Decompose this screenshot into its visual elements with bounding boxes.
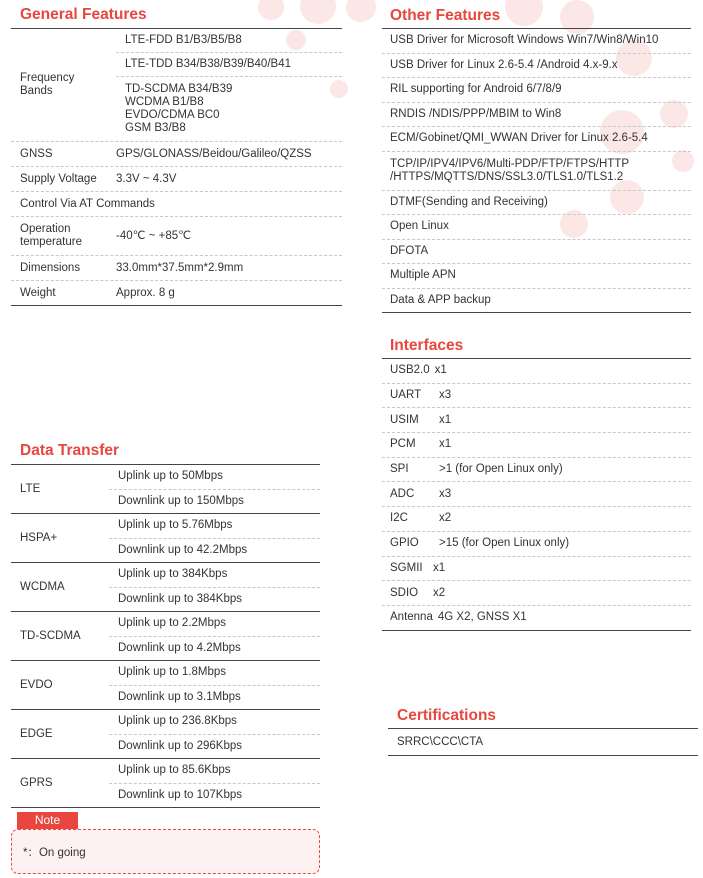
feature-item: Open Linux (382, 215, 691, 240)
feature-item: USB Driver for Linux 2.6-5.4 /Android 4.x-9.x (382, 54, 691, 79)
uplink-value: Uplink up to 236.8Kbps (109, 710, 320, 735)
spec-row (11, 167, 342, 192)
feature-item: USB Driver for Microsoft Windows Win7/Win8/Win10 (382, 29, 691, 54)
general-features-title: General Features (20, 6, 147, 23)
downlink-value: Downlink up to 42.2Mbps (118, 543, 248, 556)
interface-item (382, 482, 691, 507)
interface-name: SPI (390, 463, 409, 476)
spec-row (11, 217, 342, 256)
spec-row (11, 142, 342, 167)
feature-item: RIL supporting for Android 6/7/8/9 (382, 78, 691, 103)
interface-name: USIM (390, 413, 419, 426)
feature-item: Multiple APN (382, 264, 691, 289)
interface-item (382, 433, 691, 458)
network-label: GPRS (20, 776, 53, 789)
interface-value: 4G X2, GNSS X1 (437, 611, 527, 624)
downlink-value: Downlink up to 150Mbps (118, 494, 244, 507)
interface-item (382, 458, 691, 483)
feature-item: DFOTA (382, 240, 691, 265)
spec-label: Weight (20, 286, 56, 299)
band-value: LTE-TDD B34/B38/B39/B40/B41 (116, 53, 342, 77)
network-label: EDGE (20, 727, 53, 740)
spec-row (11, 192, 342, 217)
downlink-value: Downlink up to 4.2Mbps (118, 641, 241, 654)
feature-item: ECM/Gobinet/QMI_WWAN Driver for Linux 2.6-5.4 (382, 127, 691, 152)
spec-value: 3.3V ~ 4.3V (116, 172, 177, 185)
data-transfer-title: Data Transfer (20, 442, 120, 459)
interface-item (382, 384, 691, 409)
spec-label: GNSS (20, 147, 53, 160)
transfer-group (11, 465, 320, 514)
note-text: *：On going (23, 846, 86, 859)
interfaces-title: Interfaces (390, 337, 464, 354)
downlink-value: Downlink up to 3.1Mbps (118, 690, 241, 703)
transfer-group (11, 514, 320, 563)
note-box (11, 829, 320, 874)
frequency-bands-label: Frequency Bands (20, 72, 75, 97)
certifications-value: SRRC\CCC\CTA (388, 728, 698, 756)
transfer-group (11, 661, 320, 710)
note-tab: Note (17, 812, 78, 829)
interface-item (382, 557, 691, 582)
data-transfer-section (11, 440, 320, 808)
interface-value: x1 (433, 561, 446, 574)
data-transfer-table (11, 464, 320, 808)
interface-name: ADC (390, 487, 415, 500)
band-value: LTE-FDD B1/B3/B5/B8 (116, 29, 342, 53)
uplink-value: Uplink up to 5.76Mbps (109, 514, 320, 539)
other-features-section (382, 6, 691, 313)
interface-item (382, 507, 691, 532)
downlink-value: Downlink up to 296Kbps (118, 739, 243, 752)
spec-row (11, 281, 342, 306)
spec-label: Control Via AT Commands (20, 197, 155, 210)
transfer-group (11, 710, 320, 759)
transfer-group (11, 563, 320, 612)
general-features-table (11, 28, 342, 306)
interface-name: SGMII (390, 561, 423, 574)
feature-item: TCP/IP/IPV4/IPV6/Multi-PDP/FTP/FTPS/HTTP /HTTPS/MQTTS/DNS/SSL3.0/TLS1.0/TLS1.2 (382, 152, 691, 191)
network-label: EVDO (20, 678, 53, 691)
interfaces-list (382, 358, 691, 631)
interface-value: x3 (439, 487, 452, 500)
other-features-title: Other Features (390, 7, 501, 24)
band-value: TD-SCDMA B34/B39 WCDMA B1/B8 EVDO/CDMA BC0 GSM B3/B8 (125, 83, 233, 134)
general-features-section (11, 6, 342, 306)
feature-item: RNDIS /NDIS/PPP/MBIM to Win8 (382, 103, 691, 128)
network-label: HSPA+ (20, 531, 58, 544)
interface-value: x3 (439, 389, 452, 402)
interface-name: PCM (390, 438, 416, 451)
transfer-group (11, 612, 320, 661)
uplink-value: Uplink up to 85.6Kbps (109, 759, 320, 784)
uplink-value: Uplink up to 2.2Mbps (109, 612, 320, 637)
feature-item: Data & APP backup (382, 289, 691, 314)
certifications-title: Certifications (397, 707, 497, 724)
certifications-section (388, 706, 698, 756)
network-label: LTE (20, 482, 41, 495)
interface-name: Antenna (390, 611, 433, 624)
interface-name: UART (390, 389, 422, 402)
interface-name: USB2.0 (390, 364, 430, 377)
interface-value: x2 (433, 586, 446, 599)
interface-value: >1 (for Open Linux only) (439, 463, 563, 476)
spec-value: 33.0mm*37.5mm*2.9mm (116, 261, 244, 274)
interface-item (382, 606, 691, 631)
interface-name: GPIO (390, 537, 419, 550)
interface-item (382, 532, 691, 557)
transfer-group (11, 759, 320, 808)
interface-value: x1 (439, 438, 452, 451)
interfaces-section (382, 336, 691, 631)
frequency-bands-row (11, 29, 342, 142)
interface-value: x2 (439, 512, 452, 525)
network-label: TD-SCDMA (20, 629, 81, 642)
uplink-value: Uplink up to 1.8Mbps (109, 661, 320, 686)
spec-label: Supply Voltage (20, 172, 97, 185)
interface-item (382, 408, 691, 433)
feature-item: DTMF(Sending and Receiving) (382, 191, 691, 216)
interface-value: x1 (439, 413, 452, 426)
interface-item (382, 581, 691, 606)
other-features-list (382, 28, 691, 313)
uplink-value: Uplink up to 50Mbps (109, 465, 320, 490)
spec-value: -40℃ ~ +85℃ (116, 229, 192, 242)
spec-value: Approx. 8 g (116, 286, 175, 299)
downlink-value: Downlink up to 384Kbps (118, 592, 243, 605)
network-label: WCDMA (20, 580, 65, 593)
interface-item (382, 359, 691, 384)
spec-label: Dimensions (20, 261, 81, 274)
uplink-value: Uplink up to 384Kbps (109, 563, 320, 588)
interface-value: x1 (434, 364, 447, 377)
interface-value: >15 (for Open Linux only) (439, 537, 570, 550)
spec-label: Operation temperature (20, 223, 83, 248)
interface-name: SDIO (390, 586, 419, 599)
interface-name: I2C (390, 512, 408, 525)
spec-row (11, 256, 342, 281)
spec-value: GPS/GLONASS/Beidou/Galileo/QZSS (116, 147, 312, 160)
downlink-value: Downlink up to 107Kbps (118, 788, 243, 801)
